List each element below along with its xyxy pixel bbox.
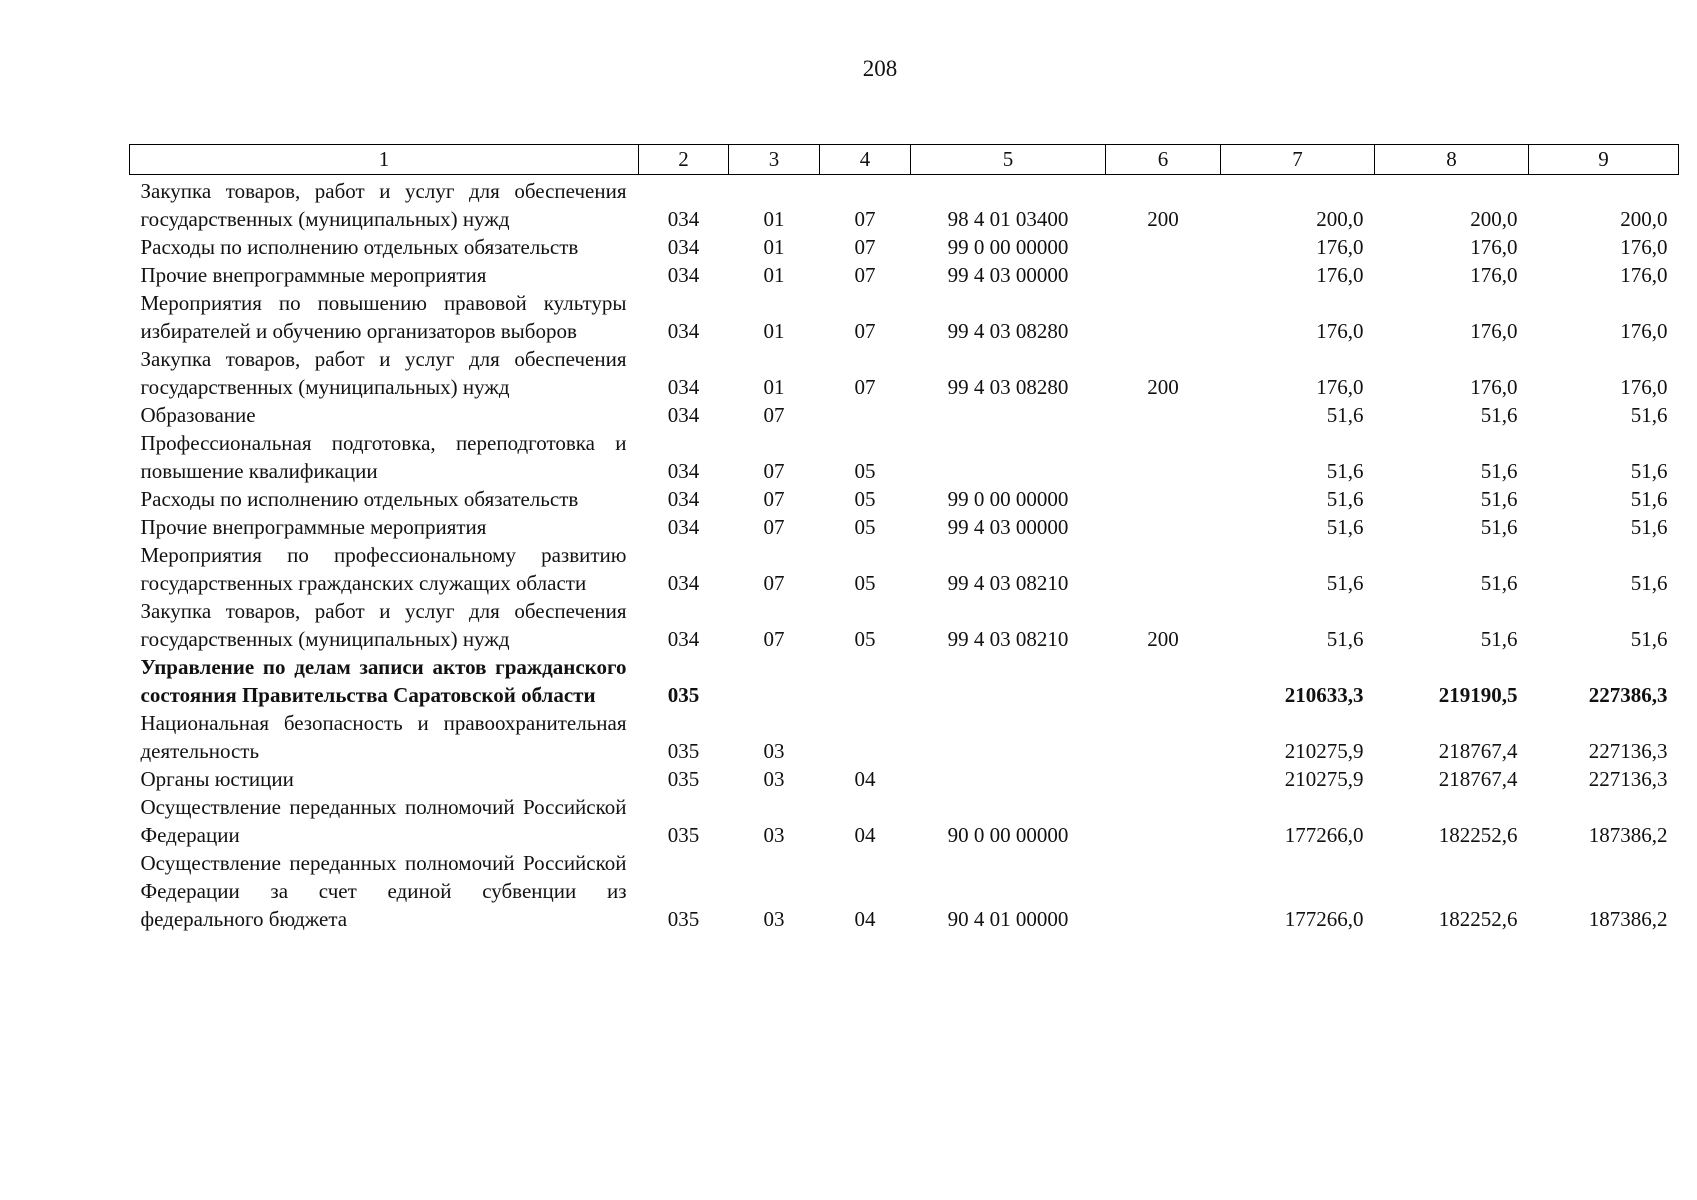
row-expense-type — [1106, 289, 1221, 345]
row-amount-col9: 187386,2 — [1588, 823, 1668, 847]
row-target-article — [911, 401, 1106, 429]
row-amount-col9: 176,0 — [1620, 375, 1668, 399]
row-amount-col7: 51,6 — [1326, 627, 1364, 651]
table-header — [130, 145, 1679, 175]
row-subsection-code — [820, 709, 911, 765]
table-row — [130, 289, 1679, 345]
row-name: Образование — [140, 403, 256, 427]
row-amount-col7: 176,0 — [1316, 235, 1364, 259]
row-amount-col8: 51,6 — [1480, 571, 1518, 595]
row-ministry-code: 034 — [667, 627, 700, 651]
row-amount-col8: 182252,6 — [1438, 907, 1518, 931]
row-amount-col8: 176,0 — [1470, 263, 1518, 287]
row-name: Закупка товаров, работ и услуг для обеспечения государственных (муниципальных) нужд — [140, 599, 627, 651]
row-amount-col8: 200,0 — [1470, 207, 1518, 231]
row-ministry-code: 034 — [667, 459, 700, 483]
table-row — [130, 513, 1679, 541]
row-amount-col8: 218767,4 — [1438, 767, 1518, 791]
row-amount-col8: 176,0 — [1470, 235, 1518, 259]
table-row — [130, 485, 1679, 513]
row-amount-col7: 51,6 — [1326, 403, 1364, 427]
row-amount-col8: 182252,6 — [1438, 823, 1518, 847]
row-amount-col7: 177266,0 — [1284, 823, 1364, 847]
row-target-article: 98 4 01 03400 — [947, 207, 1069, 231]
row-target-article: 99 0 00 00000 — [947, 487, 1069, 511]
row-name: Расходы по исполнению отдельных обязательств — [140, 487, 579, 511]
row-amount-col7: 51,6 — [1326, 571, 1364, 595]
row-subsection-code: 05 — [854, 459, 876, 483]
row-ministry-code: 034 — [667, 207, 700, 231]
row-name: Мероприятия по профессиональному развитию государственных гражданских служащих области — [140, 543, 627, 595]
header-col-8: 8 — [1375, 145, 1529, 175]
row-subsection-code: 05 — [854, 627, 876, 651]
table-row — [130, 765, 1679, 793]
row-subsection-code: 04 — [854, 907, 876, 931]
row-amount-col8: 51,6 — [1480, 515, 1518, 539]
row-section-code: 07 — [763, 403, 785, 427]
row-subsection-code: 07 — [854, 207, 876, 231]
row-name: Закупка товаров, работ и услуг для обеспечения государственных (муниципальных) нужд — [140, 179, 627, 231]
row-expense-type — [1106, 793, 1221, 849]
row-amount-col8: 51,6 — [1480, 459, 1518, 483]
row-ministry-code: 034 — [667, 403, 700, 427]
row-subsection-code: 07 — [854, 263, 876, 287]
row-section-code: 01 — [763, 319, 785, 343]
row-amount-col7: 210275,9 — [1284, 767, 1364, 791]
row-subsection-code: 05 — [854, 515, 876, 539]
table-row — [130, 709, 1679, 765]
table-row — [130, 261, 1679, 289]
row-target-article: 99 4 03 08210 — [947, 627, 1069, 651]
row-section-code: 07 — [763, 487, 785, 511]
row-target-article: 99 4 03 08210 — [947, 571, 1069, 595]
header-col-6: 6 — [1106, 145, 1221, 175]
row-amount-col9: 187386,2 — [1588, 907, 1668, 931]
row-ministry-code: 035 — [667, 739, 700, 763]
table-row — [130, 597, 1679, 653]
budget-table — [129, 144, 1679, 933]
row-amount-col8: 176,0 — [1470, 375, 1518, 399]
table-body — [130, 175, 1679, 934]
row-ministry-code: 035 — [667, 907, 700, 931]
row-expense-type — [1106, 485, 1221, 513]
header-col-5: 5 — [911, 145, 1106, 175]
row-name: Мероприятия по повышению правовой культуры избирателей и обучению организаторов выборов — [140, 291, 627, 343]
row-ministry-code: 034 — [667, 515, 700, 539]
row-expense-type — [1106, 849, 1221, 933]
row-amount-col8: 51,6 — [1480, 487, 1518, 511]
table-row — [130, 429, 1679, 485]
row-amount-col9: 227136,3 — [1588, 739, 1668, 763]
row-name: Национальная безопасность и правоохранительная деятельность — [140, 711, 627, 763]
table-row — [130, 541, 1679, 597]
row-expense-type: 200 — [1147, 207, 1179, 231]
row-expense-type — [1106, 541, 1221, 597]
row-name: Органы юстиции — [140, 767, 294, 791]
table-row — [130, 793, 1679, 849]
row-target-article: 90 0 00 00000 — [947, 823, 1069, 847]
row-section-code: 07 — [763, 571, 785, 595]
row-expense-type — [1106, 709, 1221, 765]
row-expense-type — [1106, 429, 1221, 485]
row-target-article: 90 4 01 00000 — [947, 907, 1069, 931]
row-expense-type — [1106, 765, 1221, 793]
row-target-article — [911, 709, 1106, 765]
row-expense-type — [1106, 513, 1221, 541]
row-subsection-code — [820, 401, 911, 429]
row-amount-col7: 210633,3 — [1284, 683, 1364, 707]
header-col-3: 3 — [729, 145, 820, 175]
row-amount-col9: 227136,3 — [1588, 767, 1668, 791]
table-row — [130, 653, 1679, 709]
row-expense-type — [1106, 261, 1221, 289]
row-subsection-code — [820, 653, 911, 709]
row-amount-col9: 51,6 — [1630, 571, 1668, 595]
row-subsection-code: 04 — [854, 823, 876, 847]
row-section-code: 01 — [763, 235, 785, 259]
row-name: Осуществление переданных полномочий Российской Федерации за счет единой субвенции из федерального бюджета — [140, 851, 627, 931]
row-subsection-code: 07 — [854, 319, 876, 343]
row-amount-col8: 51,6 — [1480, 403, 1518, 427]
row-amount-col9: 200,0 — [1620, 207, 1668, 231]
row-section-code: 07 — [763, 627, 785, 651]
row-name: Расходы по исполнению отдельных обязательств — [140, 235, 579, 259]
header-col-7: 7 — [1221, 145, 1375, 175]
row-name: Закупка товаров, работ и услуг для обеспечения государственных (муниципальных) нужд — [140, 347, 627, 399]
row-amount-col7: 210275,9 — [1284, 739, 1364, 763]
row-section-code — [729, 653, 820, 709]
header-col-9: 9 — [1529, 145, 1679, 175]
row-amount-col9: 51,6 — [1630, 487, 1668, 511]
row-target-article — [911, 765, 1106, 793]
row-amount-col9: 176,0 — [1620, 235, 1668, 259]
row-amount-col9: 51,6 — [1630, 403, 1668, 427]
row-section-code: 03 — [763, 767, 785, 791]
row-expense-type — [1106, 401, 1221, 429]
row-amount-col7: 177266,0 — [1284, 907, 1364, 931]
row-section-code: 01 — [763, 263, 785, 287]
row-target-article: 99 4 03 08280 — [947, 319, 1069, 343]
row-amount-col9: 51,6 — [1630, 515, 1668, 539]
row-ministry-code: 035 — [667, 823, 700, 847]
row-section-code: 03 — [763, 907, 785, 931]
row-subsection-code: 07 — [854, 235, 876, 259]
row-section-code: 03 — [763, 739, 785, 763]
row-amount-col7: 200,0 — [1316, 207, 1364, 231]
row-expense-type — [1106, 653, 1221, 709]
row-amount-col9: 176,0 — [1620, 263, 1668, 287]
row-section-code: 07 — [763, 459, 785, 483]
header-col-2: 2 — [639, 145, 729, 175]
row-name: Управление по делам записи актов гражданского состояния Правительства Саратовской области — [140, 655, 627, 707]
row-name: Профессиональная подготовка, переподготовка и повышение квалификации — [140, 431, 627, 483]
row-section-code: 07 — [763, 515, 785, 539]
row-amount-col7: 176,0 — [1316, 375, 1364, 399]
row-section-code: 01 — [763, 207, 785, 231]
row-target-article: 99 4 03 00000 — [947, 515, 1069, 539]
row-amount-col9: 176,0 — [1620, 319, 1668, 343]
table-row — [130, 233, 1679, 261]
header-col-4: 4 — [820, 145, 911, 175]
row-amount-col8: 219190,5 — [1438, 683, 1518, 707]
header-row — [130, 145, 1679, 175]
row-subsection-code: 04 — [854, 767, 876, 791]
header-col-1: 1 — [130, 145, 639, 175]
row-name: Прочие внепрограммные мероприятия — [140, 263, 487, 287]
row-target-article — [911, 653, 1106, 709]
row-amount-col7: 176,0 — [1316, 263, 1364, 287]
row-name: Осуществление переданных полномочий Российской Федерации — [140, 795, 627, 847]
row-expense-type: 200 — [1147, 375, 1179, 399]
table-row — [130, 849, 1679, 933]
row-amount-col7: 51,6 — [1326, 487, 1364, 511]
row-expense-type — [1106, 233, 1221, 261]
row-subsection-code: 05 — [854, 571, 876, 595]
row-amount-col8: 218767,4 — [1438, 739, 1518, 763]
row-ministry-code: 034 — [667, 375, 700, 399]
row-ministry-code: 035 — [667, 683, 700, 707]
row-name: Прочие внепрограммные мероприятия — [140, 515, 487, 539]
row-ministry-code: 034 — [667, 571, 700, 595]
row-ministry-code: 034 — [667, 235, 700, 259]
row-target-article: 99 4 03 08280 — [947, 375, 1069, 399]
page-number: 208 — [862, 56, 898, 81]
row-subsection-code: 07 — [854, 375, 876, 399]
table-row — [130, 175, 1679, 234]
row-target-article: 99 4 03 00000 — [947, 263, 1069, 287]
row-amount-col8: 51,6 — [1480, 627, 1518, 651]
table-row — [130, 345, 1679, 401]
row-amount-col8: 176,0 — [1470, 319, 1518, 343]
row-target-article: 99 0 00 00000 — [947, 235, 1069, 259]
budget-table-container — [129, 144, 1679, 933]
row-amount-col9: 51,6 — [1630, 459, 1668, 483]
row-expense-type: 200 — [1147, 627, 1179, 651]
row-subsection-code: 05 — [854, 487, 876, 511]
row-amount-col9: 51,6 — [1630, 627, 1668, 651]
row-section-code: 01 — [763, 375, 785, 399]
row-ministry-code: 034 — [667, 263, 700, 287]
row-amount-col7: 176,0 — [1316, 319, 1364, 343]
row-ministry-code: 035 — [667, 767, 700, 791]
row-section-code: 03 — [763, 823, 785, 847]
row-ministry-code: 034 — [667, 319, 700, 343]
table-row — [130, 401, 1679, 429]
row-target-article — [911, 429, 1106, 485]
row-amount-col9: 227386,3 — [1588, 683, 1668, 707]
row-amount-col7: 51,6 — [1326, 459, 1364, 483]
row-amount-col7: 51,6 — [1326, 515, 1364, 539]
row-ministry-code: 034 — [667, 487, 700, 511]
